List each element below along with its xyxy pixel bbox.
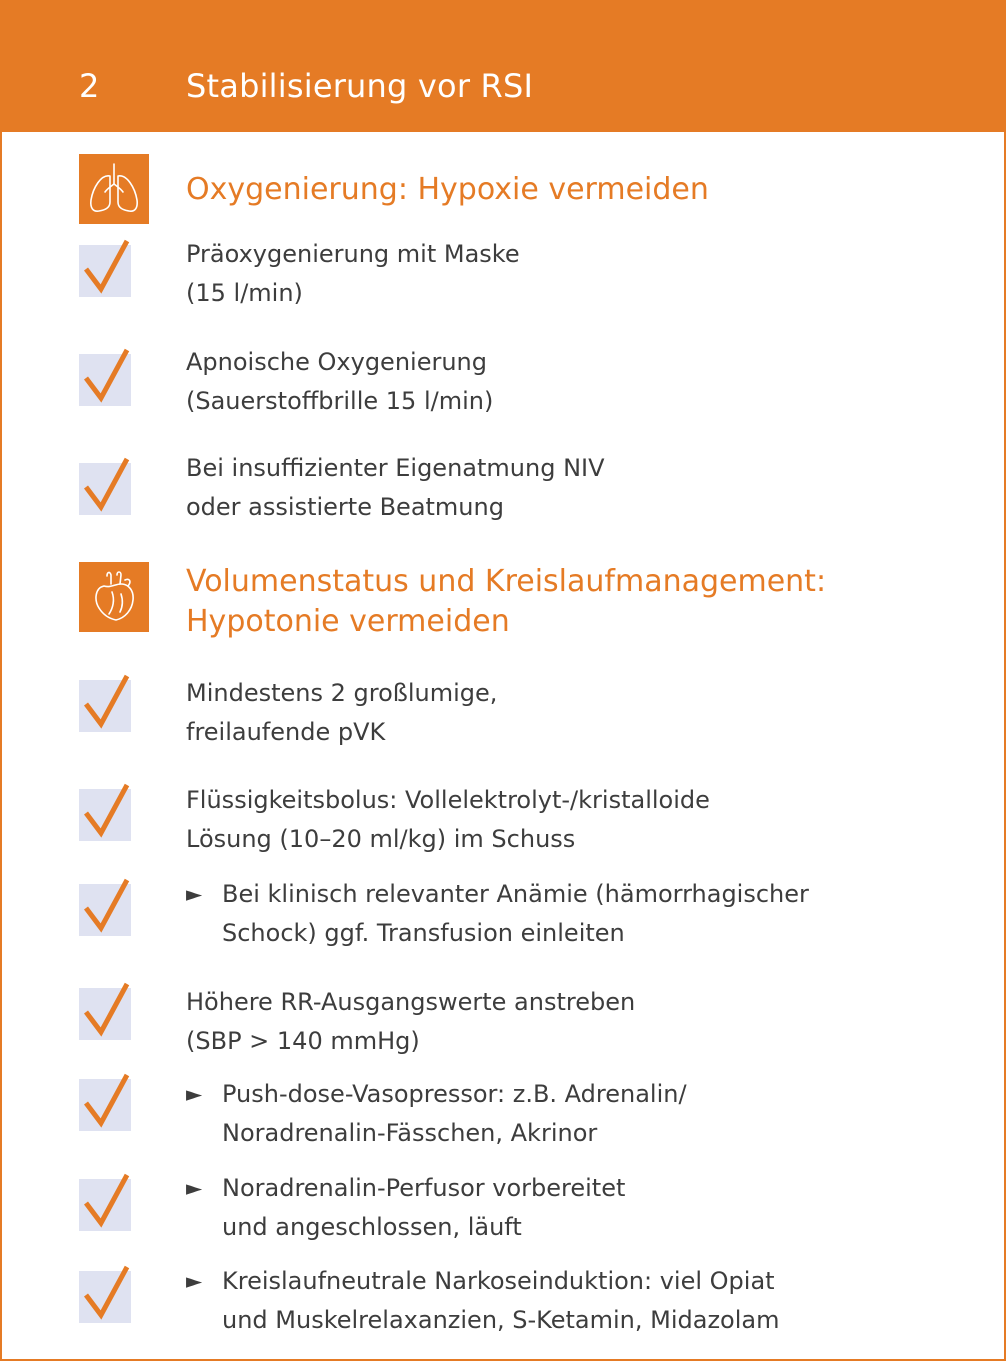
- checkbox-checked[interactable]: [79, 1079, 131, 1131]
- checklist-subitem: ► Bei klinisch relevanter Anämie (hämorrhagischer Schock) ggf. Transfusion einleiten: [186, 875, 986, 953]
- checklist-item: Bei insuffizienter Eigenatmung NIV oder assistierte Beatmung: [186, 454, 605, 521]
- checklist-item: Apnoische Oxygenierung (Sauerstoffbrille 15 l/min): [186, 348, 494, 415]
- bullet-arrow-icon: ►: [186, 1269, 203, 1293]
- section-title-circulation: Volumenstatus und Kreislaufmanagement: Hypotonie vermeiden: [186, 564, 827, 639]
- chapter-number: 2: [79, 67, 100, 105]
- checkbox-checked[interactable]: [79, 884, 131, 936]
- lungs-icon: [79, 154, 149, 224]
- bullet-arrow-icon: ►: [186, 882, 203, 906]
- checkbox-checked[interactable]: [79, 988, 131, 1040]
- heart-icon: [79, 562, 149, 632]
- bullet-arrow-icon: ►: [186, 1082, 203, 1106]
- checkbox-checked[interactable]: [79, 354, 131, 406]
- checkbox-checked[interactable]: [79, 1179, 131, 1231]
- checklist-item: Mindestens 2 großlumige, freilaufende pVK: [186, 679, 498, 746]
- section-title-oxygenation: Oxygenierung: Hypoxie vermeiden: [186, 172, 709, 207]
- page-title: Stabilisierung vor RSI: [186, 67, 534, 105]
- checklist-subitem: ► Push-dose-Vasopressor: z.B. Adrenalin/ Noradrenalin-Fässchen, Akrinor: [186, 1075, 986, 1153]
- checkbox-checked[interactable]: [79, 463, 131, 515]
- bullet-arrow-icon: ►: [186, 1176, 203, 1200]
- checklist-item: Höhere RR-Ausgangswerte anstreben (SBP > 140 mmHg): [186, 988, 636, 1055]
- checkbox-checked[interactable]: [79, 789, 131, 841]
- checklist-item: Präoxygenierung mit Maske (15 l/min): [186, 240, 520, 307]
- page-header: [2, 2, 1004, 132]
- checkbox-checked[interactable]: [79, 1271, 131, 1323]
- checklist-subitem: ► Kreislaufneutrale Narkoseinduktion: viel Opiat und Muskelrelaxanzien, S-Ketamin, Midazolam: [186, 1262, 986, 1340]
- checkbox-checked[interactable]: [79, 245, 131, 297]
- checklist-subitem: ► Noradrenalin-Perfusor vorbereitet und angeschlossen, läuft: [186, 1169, 986, 1247]
- checkbox-checked[interactable]: [79, 680, 131, 732]
- checklist-item: Flüssigkeitsbolus: Vollelektrolyt-/kristalloide Lösung (10–20 ml/kg) im Schuss: [186, 786, 710, 853]
